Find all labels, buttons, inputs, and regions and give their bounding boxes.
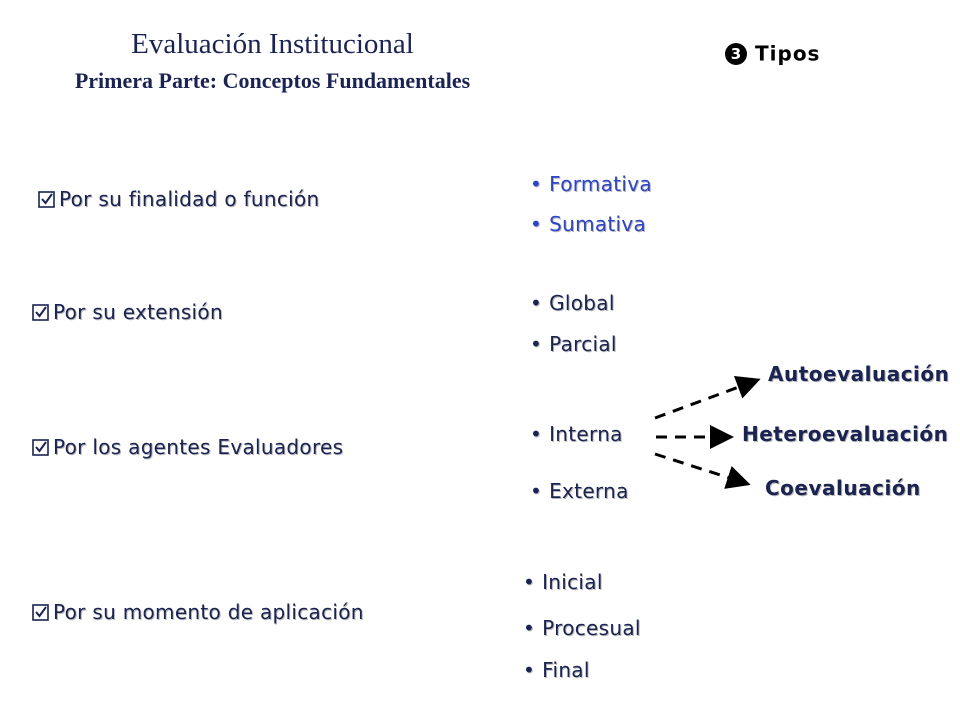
arrow-to-autoevaluacion <box>655 381 755 418</box>
type-label: Externa <box>549 479 629 503</box>
bullet-icon: • <box>530 291 543 315</box>
type-label: Final <box>542 658 590 682</box>
subtype-coevaluacion: Coevaluación <box>765 476 921 500</box>
type-label: Sumativa <box>549 212 647 236</box>
subtype-heteroevaluacion: Heteroevaluación <box>742 422 949 446</box>
bullet-icon: • <box>530 422 543 446</box>
criterion-label: Por su extensión <box>53 300 223 324</box>
page-title: Evaluación Institucional <box>131 28 414 60</box>
type-label: Inicial <box>542 570 603 594</box>
circled-number-icon: 3 <box>725 43 747 65</box>
criterion-label: Por su momento de aplicación <box>53 600 364 624</box>
page-subtitle: Primera Parte: Conceptos Fundamentales <box>74 68 471 93</box>
section-label: Tipos <box>755 41 821 66</box>
subtype-autoevaluacion: Autoevaluación <box>768 362 950 386</box>
criterion-label: Por su finalidad o función <box>59 187 320 211</box>
bullet-icon: • <box>530 172 543 196</box>
bullet-icon: • <box>530 212 543 236</box>
criterion-label: Por los agentes Evaluadores <box>53 435 344 459</box>
type-label: Procesual <box>542 616 641 640</box>
bullet-icon: • <box>530 479 543 503</box>
bullet-icon: • <box>523 570 536 594</box>
bullet-icon: • <box>530 332 543 356</box>
bullet-icon: • <box>523 616 536 640</box>
type-label: Interna <box>549 422 623 446</box>
arrow-to-coevaluacion <box>655 454 745 483</box>
type-label: Global <box>549 291 615 315</box>
bullet-icon: • <box>523 658 536 682</box>
type-label: Parcial <box>549 332 617 356</box>
type-label: Formativa <box>549 172 652 196</box>
